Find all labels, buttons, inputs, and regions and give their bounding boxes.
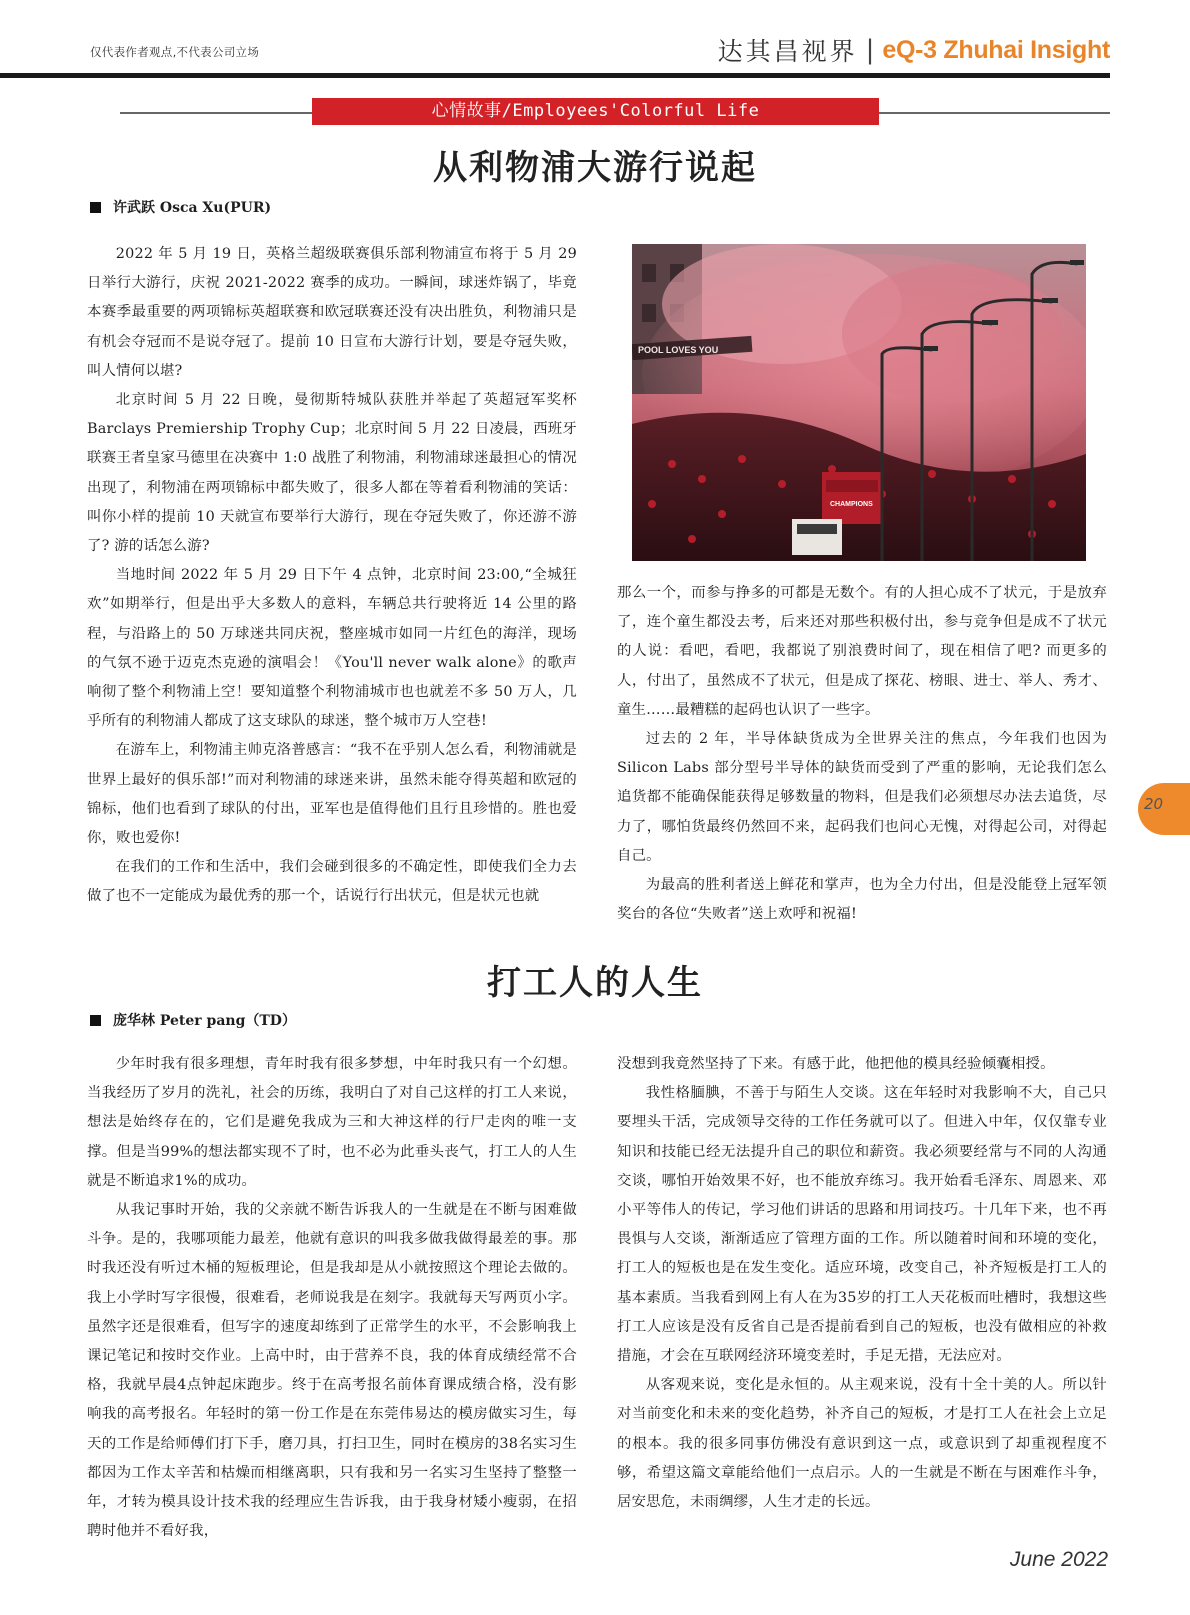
article1-paragraph: 当地时间 2022 年 5 月 29 日下午 4 点钟，北京时间 23:00,“全城狂欢”如期举行，但是出乎大多数人的意料，车辆总共行驶将近 14 公里的路程，与沿路上的 50 万球迷共同庆祝，整座城市如同一片红色的海洋，现场的气氛不逊于迈克杰克逊的演唱会！《You'll never walk alone》的歌声响彻了整个利物浦上空！要知道整个利物浦城市也也就差不多 50 万人，几乎所有的利物浦人都成了这支球队的球迷，整个城市万人空巷! bbox=[87, 567, 577, 730]
issue-date: June 2022 bbox=[1009, 1548, 1108, 1571]
article1-byline bbox=[90, 197, 271, 217]
bullet-square-icon bbox=[90, 202, 101, 213]
article2-byline bbox=[90, 1010, 296, 1030]
article1-author: 许武跃 Osca Xu(PUR) bbox=[113, 200, 272, 216]
article2-paragraph: 从客观来说，变化是永恒的。从主观来说，没有十全十美的人。所以针对当前变化和未来的变化趋势，补齐自己的短板，才是打工人在社会上立足的根本。我的很多同事仿佛没有意识到这一点，或意识到了却重视程度不够，希望这篇文章能给他们一点启示。人的一生就是不断在与困难作斗争，居安思危，未雨绸缪，人生才走的长远。 bbox=[617, 1377, 1107, 1511]
article1-left-column bbox=[87, 240, 577, 912]
article2-author: 庞华林 Peter pang（TD） bbox=[113, 1013, 296, 1029]
section-label: 心情故事/Employees'Colorful Life bbox=[312, 98, 879, 125]
photo-banner-text: POOL LOVES YOU bbox=[638, 345, 719, 355]
article1-paragraph: 为最高的胜利者送上鲜花和掌声，也为全力付出，但是没能登上冠军领奖台的各位“失败者”送上欢呼和祝福! bbox=[617, 877, 1107, 923]
article1-paragraph: 北京时间 5 月 22 日晚，曼彻斯特城队获胜并举起了英超冠军奖杯 Barclays Premiership Trophy Cup；北京时间 5 月 22 日凌晨，西班牙联赛王者皇家马德里在决赛中 1:0 战胜了利物浦，利物浦球迷最担心的情况出现了，利物浦在两项锦标中都失败了，很多人都在等着看利物浦的笑话：叫你小样的提前 10 天就宣布要举行大游行，现在夺冠失败了，你还游不游了? 游的话怎么游? bbox=[87, 392, 577, 555]
article2-left-column bbox=[87, 1050, 577, 1546]
masthead-english-title: eQ-3 Zhuhai Insight bbox=[882, 35, 1110, 64]
liverpool-parade-photo bbox=[632, 244, 1086, 561]
masthead-chinese-title: 达其昌视界 bbox=[717, 37, 858, 66]
article2-title: 打工人的人生 bbox=[487, 963, 703, 1003]
article2-right-column bbox=[617, 1050, 1107, 1517]
masthead bbox=[718, 30, 1110, 70]
article2-paragraph: 没想到我竟然坚持了下来。有感于此，他把他的模具经验倾囊相授。 bbox=[617, 1056, 1055, 1072]
bullet-square-icon bbox=[90, 1015, 101, 1026]
article1-paragraph: 那么一个，而参与挣多的可都是无数个。有的人担心成不了状元，于是放弃了，连个童生都没去考，后来还对那些积极付出，参与竞争但是成不了状元的人说：看吧，看吧，我都说了别浪费时间了，现在相信了吧? 而更多的人，付出了，虽然成不了状元，但是成了探花、榜眼、进士、举人、秀才、童生……最糟糕的起码也认识了一些字。 bbox=[617, 585, 1107, 718]
article1-paragraph: 过去的 2 年，半导体缺货成为全世界关注的焦点，今年我们也因为 Silicon Labs 部分型号半导体的缺货而受到了严重的影响，无论我们怎么追货都不能确保能获得足够数量的物料，但是我们必须想尽办法去追货，尽力了，哪怕货最终仍然回不来，起码我们也问心无愧，对得起公司，对得起自己。 bbox=[617, 731, 1107, 864]
article1-paragraph: 在游车上，利物浦主帅克洛普感言：“我不在乎别人怎么看，利物浦就是世界上最好的俱乐部!”而对利物浦的球迷来讲，虽然未能夺得英超和欧冠的锦标，他们也看到了球队的付出，亚军也是值得他们且行且珍惜的。胜也爱你，败也爱你! bbox=[87, 742, 577, 847]
article1-title: 从利物浦大游行说起 bbox=[433, 148, 757, 188]
article1-paragraph: 2022 年 5 月 19 日，英格兰超级联赛俱乐部利物浦宣布将于 5 月 29 日举行大游行，庆祝 2021-2022 赛季的成功。一瞬间，球迷炸锅了，毕竟本赛季最重要的两项锦标英超联赛和欧冠联赛还没有决出胜负，利物浦只是有机会夺冠而不是说夺冠了。提前 10 日宣布大游行计划，要是夺冠失败，叫人情何以堪? bbox=[87, 246, 577, 379]
disclaimer-text: 仅代表作者观点,不代表公司立场 bbox=[90, 45, 260, 59]
article1-right-column bbox=[617, 579, 1107, 929]
page-number: 20 bbox=[1144, 795, 1164, 813]
header-rule bbox=[0, 73, 1110, 78]
photo-bus-label: CHAMPIONS bbox=[830, 501, 873, 508]
article2-paragraph: 我性格腼腆，不善于与陌生人交谈。这在年轻时对我影响不大，自己只要埋头干活，完成领导交待的工作任务就可以了。但进入中年，仅仅靠专业知识和技能已经无法提升自己的职位和薪资。我必须要经常与不同的人沟通交谈，哪怕开始效果不好，也不能放弃练习。我开始看毛泽东、周恩来、邓小平等伟人的传记，学习他们讲话的思路和用词技巧。十几年下来，也不再畏惧与人交谈，渐渐适应了管理方面的工作。所以随着时间和环境的变化，打工人的短板也是在发生变化。适应环境，改变自己，补齐短板是打工人的基本素质。当我看到网上有人在为35岁的打工人天花板而吐槽时，我想这些打工人应该是没有反省自己是否提前看到自己的短板，也没有做相应的补救措施，才会在互联网经济环境变差时，手足无措，无法应对。 bbox=[617, 1085, 1107, 1365]
article2-paragraph: 从我记事时开始，我的父亲就不断告诉我人的一生就是在不断与困难做斗争。是的，我哪项能力最差，他就有意识的叫我多做我做得最差的事。那时我还没有听过木桶的短板理论，但是我却是从小就按照这个理论去做的。我上小学时写字很慢，很难看，老师说我是在刻字。我就每天写两页小字。虽然字还是很难看，但写字的速度却练到了正常学生的水平，不会影响我上课记笔记和按时交作业。上高中时，由于营养不良，我的体育成绩经常不合格，我就早晨4点钟起床跑步。终于在高考报名前体育课成绩合格，没有影响我的高考报名。年轻时的第一份工作是在东莞伟易达的模房做实习生，每天的工作是给师傅们打下手，磨刀具，打扫卫生，同时在模房的38名实习生都因为工作太辛苦和枯燥而相继离职，只有我和另一名实习生坚持了整整一年，才转为模具设计技术我的经理应生告诉我，由于我身材矮小瘦弱，在招聘时他并不看好我， bbox=[87, 1202, 577, 1540]
article1-paragraph: 在我们的工作和生活中，我们会碰到很多的不确定性，即使我们全力去做了也不一定能成为最优秀的那一个，话说行行出状元，但是状元也就 bbox=[87, 859, 577, 905]
masthead-separator: | bbox=[865, 35, 875, 65]
article2-paragraph: 少年时我有很多理想，青年时我有很多梦想，中年时我只有一个幻想。当我经历了岁月的洗礼，社会的历练，我明白了对自己这样的打工人来说，想法是始终存在的，它们是避免我成为三和大神这样的行尸走肉的唯一支撑。但是当99%的想法都实现不了时，也不必为此垂头丧气，打工人的人生就是不断追求1%的成功。 bbox=[87, 1056, 577, 1189]
